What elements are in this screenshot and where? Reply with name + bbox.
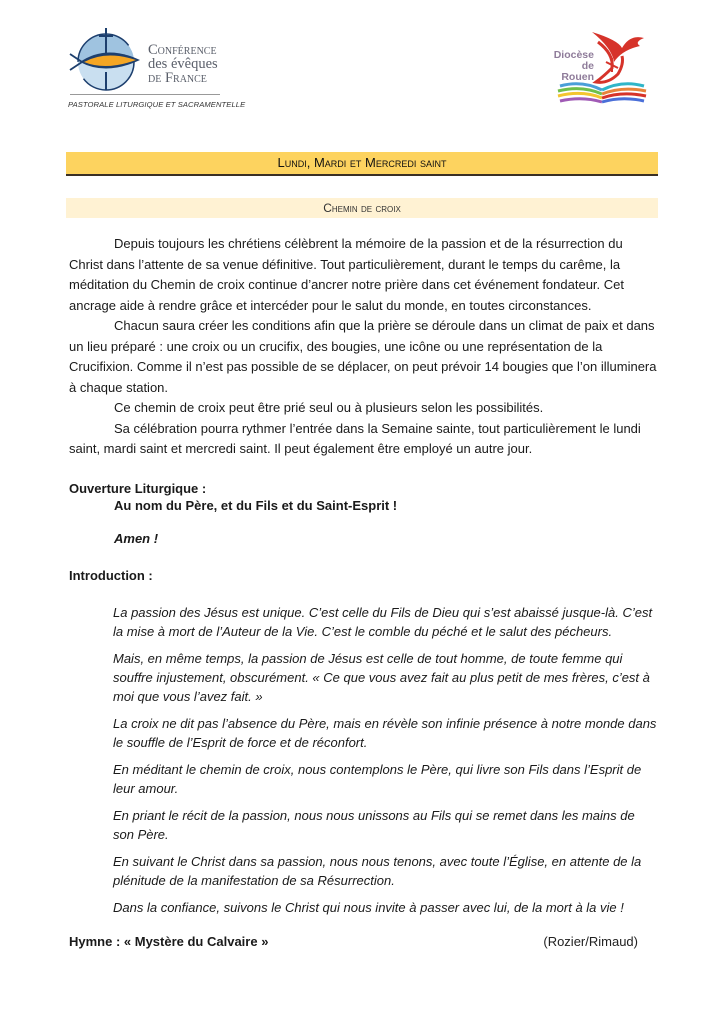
opening-invocation: Au nom du Père, et du Fils et du Saint-Esprit ! <box>114 498 398 513</box>
cef-subtitle: PASTORALE LITURGIQUE ET SACRAMENTELLE <box>68 100 246 109</box>
introduction-paragraph: Mais, en même temps, la passion de Jésus est celle de tout homme, de toute femme qui souffre injustement, obscurément. « Ce que vous avez fait au plus petit de mes frères, c’est à moi que vous l’avez fait. » <box>113 651 650 704</box>
hymn-authors: (Rozier/Rimaud) <box>543 934 638 949</box>
introduction-paragraph: En priant le récit de la passion, nous nous unissons au Fils qui se remet dans les mains de son Père. <box>113 808 635 842</box>
cross-fish-emblem-icon <box>66 26 146 92</box>
opening-response: Amen ! <box>114 531 159 546</box>
hymn-title: Hymne : « Mystère du Calvaire » <box>69 934 269 949</box>
preface-paragraph: Chacun saura créer les conditions afin que la prière se déroule dans un climat de paix et dans un lieu préparé : une croix ou un crucifix, des bougies, une icône ou une représentation de la Crucifixion. Comme il n’est pas possible de se déplacer, on peut prévoir 14 bougies que l’on illuminera à chaque station. <box>69 318 657 395</box>
diocese-line-2: de Rouen <box>561 60 594 83</box>
introduction-paragraph: En méditant le chemin de croix, nous contemplons le Père, qui livre son Fils dans l’Esprit de leur amour. <box>113 762 642 796</box>
preface <box>69 234 659 460</box>
preface-paragraph: Depuis toujours les chrétiens célèbrent la mémoire de la passion et de la résurrection du Christ dans l’attente de sa venue définitive. Tout particulièrement, durant le temps du carême, la méditation du Chemin de croix continue d’ancrer notre prière dans cet événement fondateur. Cet ancrage aide à rendre grâce et intercéder pour le salut du monde, en toutes circonstances. <box>69 236 624 313</box>
preface-paragraph: Sa célébration pourra rythmer l’entrée dans la Semaine sainte, tout particulièrement le lundi saint, mardi saint et mercredi saint. Il peut également être employé un autre jour. <box>69 420 641 456</box>
introduction-text <box>113 603 659 925</box>
introduction-heading: Introduction : <box>69 568 153 583</box>
document-title: Lundi, Mardi et Mercredi saint <box>66 152 658 176</box>
cef-line-2: des évêques <box>148 56 218 72</box>
liturgical-opening <box>69 480 659 584</box>
opening-heading: Ouverture Liturgique : <box>69 481 207 496</box>
diocese-name <box>552 50 594 83</box>
hymn-line <box>69 933 638 950</box>
document-subtitle: Chemin de croix <box>66 198 658 218</box>
cef-line-1: Conférence <box>148 42 217 58</box>
cef-line-3: de France <box>148 70 207 86</box>
cef-name <box>148 43 218 85</box>
diocese-line-1: Diocèse <box>553 49 594 61</box>
introduction-paragraph: La passion des Jésus est unique. C’est celle du Fils de Dieu qui s’est abaissé jusque-là. C’est la mise à mort de l’Auteur de la Vie. C’est le comble du péché et le salut des pécheurs. <box>113 605 653 639</box>
introduction-paragraph: Dans la confiance, suivons le Christ qui nous invite à passer avec lui, de la mort à la vie ! <box>113 900 624 915</box>
introduction-paragraph: En suivant le Christ dans sa passion, nous nous tenons, avec toute l’Église, en attente de la plénitude de la manifestation de sa Résurrection. <box>113 854 642 888</box>
cef-divider <box>70 94 220 95</box>
diocese-rouen-logo <box>552 28 652 108</box>
introduction-paragraph: La croix ne dit pas l’absence du Père, mais en révèle son infinie présence à notre monde dans le souffle de l’Esprit de force et de réconfort. <box>113 716 657 750</box>
cef-logo <box>66 26 246 114</box>
preface-paragraph: Ce chemin de croix peut être prié seul ou à plusieurs selon les possibilités. <box>114 400 544 415</box>
